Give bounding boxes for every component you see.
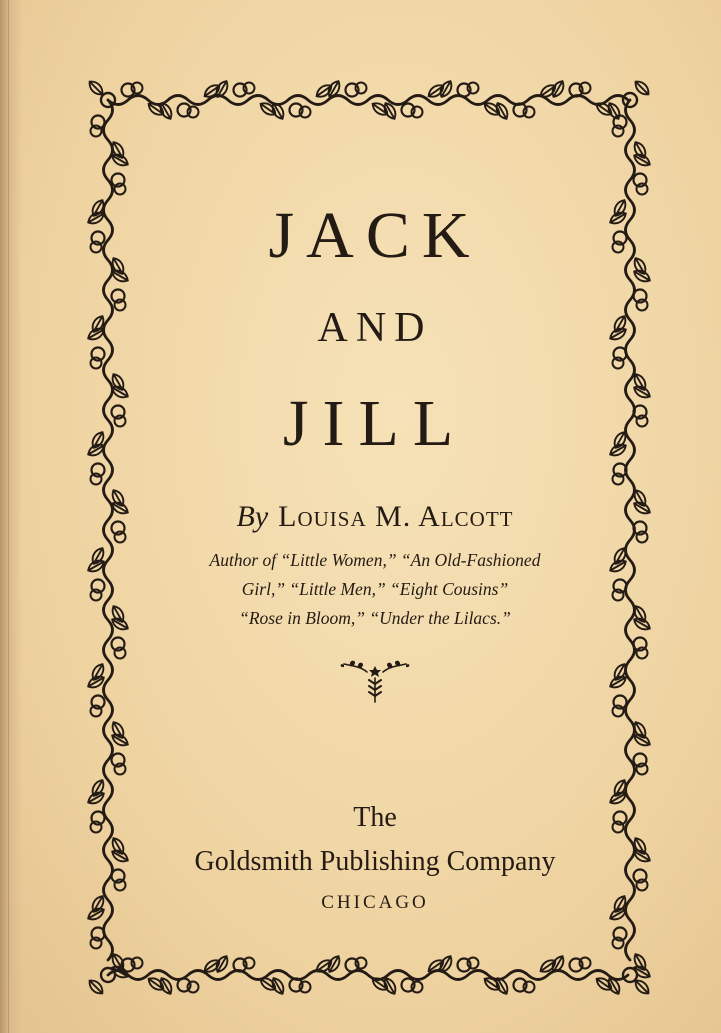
- title-page-content: [150, 150, 600, 930]
- floral-ornament-icon: [336, 658, 414, 704]
- author-byline: [150, 500, 600, 534]
- publisher-city: CHICAGO: [321, 892, 429, 913]
- book-title-line-3: JILL: [282, 387, 468, 460]
- book-title-line-1: JACK: [268, 199, 482, 272]
- byline-prefix: By: [236, 500, 269, 533]
- publisher-name: Goldsmith Publishing Company: [194, 846, 556, 877]
- author-name: Louisa M. Alcott: [278, 500, 514, 533]
- works-line-3: “Rose in Bloom,” “Under the Lilacs.”: [239, 608, 511, 628]
- book-title-line-2: AND: [317, 305, 433, 351]
- publisher-the: The: [353, 802, 397, 833]
- works-line-1: Author of “Little Women,” “An Old-Fashioned: [209, 550, 541, 570]
- works-line-2: Girl,” “Little Men,” “Eight Cousins”: [241, 579, 509, 599]
- author-works: [150, 546, 600, 633]
